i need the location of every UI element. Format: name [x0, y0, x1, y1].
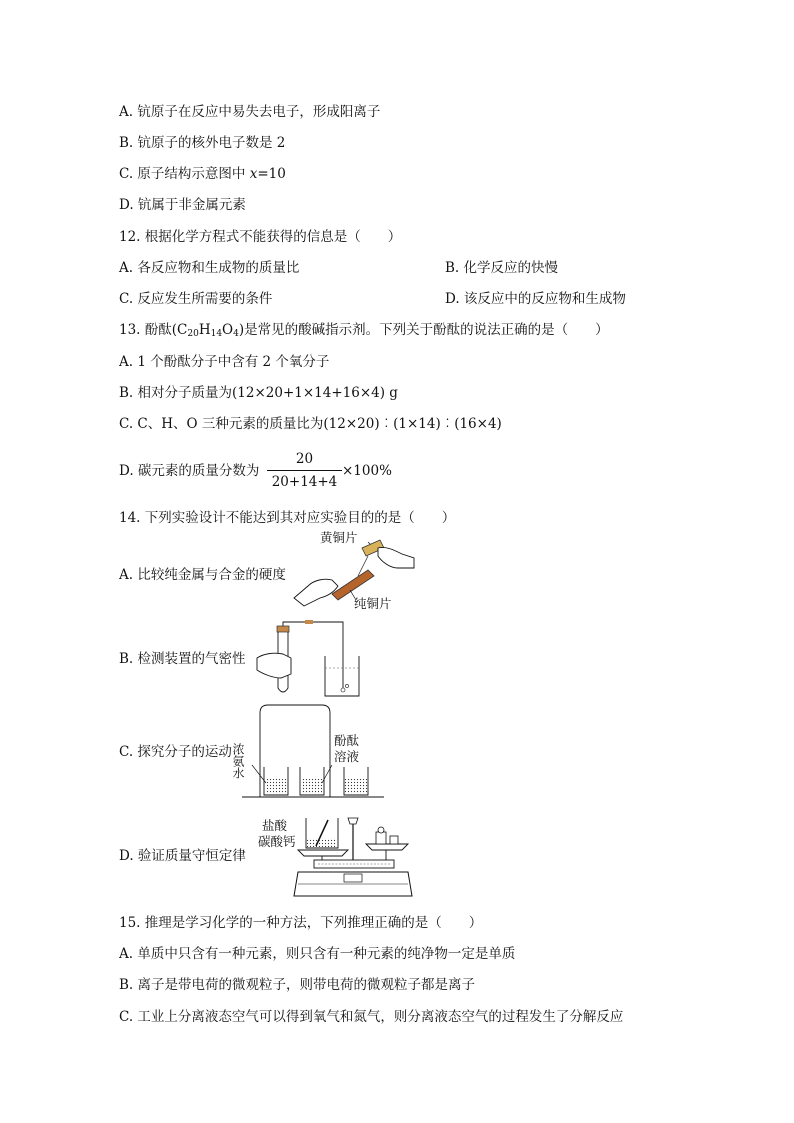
label-pure-copper-sheet: 纯铜片 [354, 596, 392, 611]
q13-option-d-prefix: D. 碳元素的质量分数为 [119, 463, 260, 479]
q13-stem-suffix: )是常见的酸碱指示剂。下列关于酚酞的说法正确的是（ ） [238, 322, 609, 338]
q13-sub-carbon: 20 [187, 329, 199, 339]
q13-fraction-denominator: 20+14+4 [271, 474, 338, 490]
q14-option-d: D. 验证质量守恒定律 [119, 848, 246, 864]
figure-airtightness-test [253, 616, 368, 702]
q13-stem [119, 321, 609, 343]
q13-hydrogen: H [198, 322, 211, 338]
q15-option-b: B. 离子是带电荷的微观粒子，则带电荷的微观粒子都是离子 [119, 977, 476, 993]
q13-oxygen: O [222, 322, 234, 338]
q12-option-b: B. 化学反应的快慢 [445, 260, 559, 276]
q15-option-c: C. 工业上分离液态空气可以得到氧气和氮气，则分离液态空气的过程发生了分解反应 [119, 1009, 624, 1025]
figure-mass-conservation [258, 812, 418, 904]
q13-option-b: B. 相对分子质量为(12×20+1×14+16×4) g [119, 385, 398, 401]
q13-sub-hydrogen: 14 [210, 329, 223, 339]
label-ammonia: 浓氨水 [231, 743, 245, 779]
figure-hardness-comparison [290, 528, 420, 614]
left-hand [294, 579, 338, 606]
stopper [277, 626, 289, 632]
label-calcium-carbonate: 碳酸钙 [258, 834, 296, 849]
weight [390, 836, 398, 844]
q12-option-d: D. 该反应中的反应物和生成物 [445, 291, 626, 307]
q13-sub-oxygen: 4 [233, 329, 239, 339]
label-brass-sheet: 黄铜片 [320, 530, 358, 545]
q11-option-c-suffix: =10 [257, 166, 286, 182]
q14-option-b: B. 检测装置的气密性 [119, 651, 246, 667]
label-hydrochloric-acid: 盐酸 [262, 818, 288, 833]
label-phenolphthalein: 酚酞 [334, 733, 360, 748]
right-hand [378, 547, 414, 568]
holding-hand [257, 653, 291, 678]
beaker [325, 656, 359, 696]
q13-stem-prefix: 13. 酚酞(C [119, 322, 188, 338]
q11-option-a: A. 钪原子在反应中易失去电子，形成阳离子 [119, 104, 381, 120]
q12-option-a: A. 各反应物和生成物的质量比 [119, 260, 300, 276]
q13-fraction [267, 450, 342, 491]
q13-option-c: C. C、H、O 三种元素的质量比为(12×20)︰(1×14)︰(16×4) [119, 416, 502, 432]
q12-option-c: C. 反应发生所需要的条件 [119, 291, 273, 307]
q14-option-c: C. 探究分子的运动 [119, 744, 232, 760]
q11-option-b: B. 钪原子的核外电子数是 2 [119, 135, 286, 151]
q13-option-a: A. 1 个酚酞分子中含有 2 个氧分子 [119, 354, 330, 370]
label-solution: 溶液 [334, 749, 360, 764]
q13-fraction-tail: ×100% [342, 463, 392, 479]
q11-option-c-prefix: C. 原子结构示意图中 [119, 166, 250, 182]
q12-stem: 12. 根据化学方程式不能获得的信息是（ ） [119, 229, 402, 245]
weight [376, 832, 386, 844]
q14-stem: 14. 下列实验设计不能达到其对应实验目的的是（ ） [119, 510, 456, 526]
q13-fraction-numerator: 20 [295, 451, 314, 467]
q11-option-c-var: x [249, 166, 258, 182]
bubble [341, 688, 345, 692]
delivery-tube [283, 622, 343, 688]
q11-option-d: D. 钪属于非金属元素 [119, 197, 246, 213]
q14-option-a: A. 比较纯金属与合金的硬度 [119, 567, 286, 583]
figure-molecular-motion [231, 703, 386, 801]
bubble [345, 684, 348, 687]
q15-stem: 15. 推理是学习化学的一种方法，下列推理正确的是（ ） [119, 915, 483, 931]
q15-option-a: A. 单质中只含有一种元素，则只含有一种元素的纯净物一定是单质 [119, 946, 516, 962]
q11-option-c [119, 165, 286, 183]
right-pan [366, 844, 408, 850]
pointer-scale [348, 818, 358, 824]
left-pan [298, 850, 348, 856]
q13-fraction-bar [267, 470, 342, 471]
